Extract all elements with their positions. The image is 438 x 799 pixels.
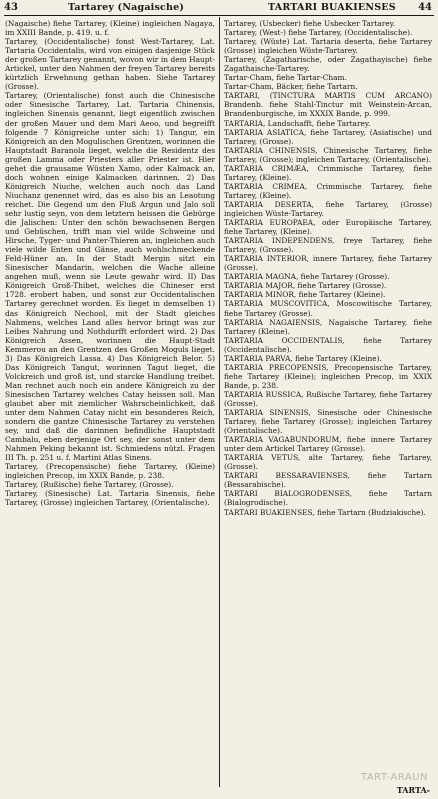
running-head-right: TARTARI BUAKIENSES — [268, 2, 396, 13]
entry-paragraph: TARTARIA, Landschafft, fiehe Tartarey. — [224, 118, 371, 128]
entry-paragraph: TARTARIA MINOR, fiehe Tartarey (Kleine). — [224, 290, 386, 300]
entry-paragraph: TARTARIA MAGNA, fiehe Tartarey (Grosse). — [224, 272, 390, 282]
entry-paragraph: TARTARIA CRIMEA, Crimmische Tartarey, fiehe Tartarey, (Kleine). — [224, 181, 432, 200]
entry-paragraph: TARTARIA ASIATICA, fiehe Tartarey, (Asiatische) und Tartarey, (Grosse). — [224, 127, 432, 146]
entry-paragraph: TARTARIA INTERIOR, innere Tartarey, fiehe Tartarey (Grosse). — [224, 254, 432, 273]
entry-paragraph: TARTARI BUAKIENSES, fiehe Tartarn (Budziakische). — [224, 507, 426, 517]
entry-paragraph: TARTARIA NAGAIENSIS, Nagaische Tartarey, fiehe Tartarey (Kleine). — [224, 317, 432, 336]
entry-paragraph: Tartar-Cham, fiehe Tartar-Cham. — [224, 73, 347, 83]
right-column — [224, 19, 432, 517]
watermark: TART-ARAUN — [361, 772, 428, 783]
entry-paragraph: TARTARIA VETUS, alte Tartarey, fiehe Tartarey, (Grosse). — [224, 453, 432, 472]
entry-paragraph: TARTARIA MAJOR, fiehe Tartarey (Grosse). — [224, 281, 387, 291]
entry-paragraph: Tartarey, (Orientalische) fonst auch die Chinesische oder Sinesische Tartarey, Lat. Tartaria Chinensis, ingleichen Sinensis genannt, liegt eigentlich zwischen der großen Mauer und dem Mari Aeoo, und begreifft folgende 7 Königreiche unter sich: 1) Tangur, ein Königreich an den Mogulischen Grentzen, worinnen die Hauptstadt Baranola lieget, welche die Residentz des großen Lamma oder Priesters aller Priester ist. Hier gehet die grausame Wüsten Xamo, oder Kalmack an, doch wohnen einige Kalmacken darinnen. 2) Das Königreich Niuche, welchen auch noch das Land Niuchanz genennet wird, das es also bis an Leaotung reichet. Die Gegend um den Fluß Argun und Jalo soll sehr lustig seyn, von dem letztern heissen die Gebürge die Jalischen: Unter den schön bewachsenen Bergen und Gebüschen, trifft man viel wilde Schweine und Hirsche, Tyger- und Panter-Thieren an, ingleichen auch viele wilde Enten und Gänse, auch wohlschmeckende Feld-Hüner an. In der Stadt Mergin sitzt ein Sinesischer Mandarin, welchen die Wache alleine angehen muß, wenn sie Leute gewahr wird. II) Das Königreich Groß-Thibet, welches die Chineser erst 1728. erobert haben, und sonst zur Occidentalischen Tartarey gerechnet worden. Es lieget in demselben 1) das Königreich Nechool, mit der Stadt gleiches Nahmens, welches Land alles hervor bringt was zur Leibes Nahrung und Nothdurfft erfordert wird. 2) Das Königreich Assen, worinnen die Haupt-Stadt Kemmerou an den Grentzen des Großen Moguls lieget. 3) Das Königreich Lassa. 4) Das Königreich Belor. 5) Das Königreich Tangut, worinnen Tagut lieget, die Volckreich und groß ist, und starcke Handlung treibet. Man rechnet auch noch ein andere Königreich zu der Sinesischen Tartarey welches Catay heissen soll. Man glaubet aber mit ziemlicher Wahrscheinlichkeit, daß unter dem Nahmen Catay nicht ein besonderes Reich, sondern die gantze Chinesische Tartarey zu verstehen sey, und daß die darinnen befindliche Hauptstadt Cambalu, eben derjenige Ort sey, der sonst unter dem Nahmen Peking bekannt ist. Schmiedens nützl. Fragen III Th. p. 251 u. f. Martini Atlas Sinens. — [5, 91, 215, 463]
entry-paragraph: Tartarey, (Rußische) fiehe Tartarey, (Grosse). — [5, 480, 174, 490]
header-rule — [4, 15, 434, 16]
entry-paragraph: Tartarey, (Usbecker) fiehe Usbecker Tartarey. — [224, 19, 396, 28]
entry-paragraph: TARTARIA CHINENSIS, Chinesische Tartarey, fiehe Tartarey, (Grosse); ingleichen Tartarey, (Orientalische). — [224, 145, 432, 164]
entry-paragraph: TARTARIA INDEPENDENS, freye Tartarey, fiehe Tartarey, (Grosse). — [224, 236, 432, 255]
entry-paragraph: TARTARIA CRIMÆA, Crimmische Tartarey, fiehe Tartarey, (Kleine). — [224, 163, 432, 182]
entry-paragraph: TARTARIA DESERTA, fiehe Tartarey, (Grosse) ingleichen Wüste-Tartarey. — [224, 199, 432, 218]
entry-paragraph: TARTARIA VAGABUNDORUM, fiehe innere Tartarey unter dem Artickel Tartarey (Grosse). — [224, 435, 432, 454]
page-number-right: 44 — [418, 2, 432, 13]
entry-paragraph: TARTARIA PARVA, fiehe Tartarey (Kleine). — [224, 353, 382, 363]
entry-paragraph: Tartarey, (Wüste) Lat. Tartaria deserta, fiehe Tartarey (Grosse) ingleichen Wüste-Tartarey. — [224, 37, 432, 56]
entry-paragraph: Tartarey, (Precopensische) fiehe Tartarey, (Kleine) ingleichen Precop, im XXIX Bande, p. 238. — [5, 462, 215, 481]
entry-paragraph: Tartarey, (Occidentalische) fonst West-Tartarey, Lat. Tartaria Occidentalis, wird von einigen dasjenige Stück der großen Tartarey genannt, wovon wir in dem Haupt-Artickel, unter den Nahmen der freyen Tartarey bereits kürtzlich Erwehnung gethan haben. Siehe Tartarey (Grosse). — [5, 37, 215, 92]
entry-paragraph: TARTARIA SINENSIS, Sinesische oder Chinesische Tartarey, fiehe Tartarey (Grosse); ingleichen Tartarey (Orientalische). — [224, 408, 432, 436]
left-column — [5, 19, 215, 508]
entry-paragraph: Tartar-Cham, Bäcker, fiehe Tartarn. — [224, 82, 358, 92]
running-header — [0, 0, 438, 16]
running-head-left: Tartarey (Nagaische) — [68, 2, 185, 13]
entry-paragraph: Tartarey, (Zagatharische, oder Zagathayische) fiehe Zagathaische-Tartarey. — [224, 55, 432, 74]
catchword: TARTA- — [396, 785, 430, 795]
entry-paragraph: TARTARIA EUROPAEA, oder Europäische Tartarey, fiehe Tartarey, (Kleine). — [224, 218, 432, 237]
entry-paragraph: Tartarey, (West-) fiehe Tartarey, (Occidentalische). — [224, 28, 413, 38]
entry-paragraph: Tartarey, (Sinesische) Lat. Tartaria Sinensis, fiehe Tartarey, (Grosse) ingleichen Tartarey, (Orientalische). — [5, 489, 215, 508]
entry-paragraph: (Nagaische) fiehe Tartarey, (Kleine) ingleichen Nagaya, im XXIII Bande, p. 419. u. f. — [5, 19, 215, 38]
entry-paragraph: TARTARIA MUSCOVITICA, Moscowitische Tartarey, fiehe Tartarey (Grosse). — [224, 299, 432, 318]
entry-paragraph: TARTARIA PRECOPENSIS, Precopensische Tartarey, fiehe Tartarey (Kleine); ingleichen Precop, im XXIX Bande, p. 238. — [224, 362, 432, 390]
entry-paragraph: TARTARIA RUSSICA, Rußische Tartarey, fiehe Tartarey (Grosse). — [224, 389, 432, 408]
entry-paragraph: TARTARI BESSARAVIENSES, fiehe Tartarn (Bessarabische). — [224, 471, 432, 490]
entry-paragraph: TARTARIA OCCIDENTALIS, fiehe Tartarey (Occidentalische). — [224, 335, 432, 354]
column-divider — [219, 17, 220, 787]
entry-paragraph: TARTARI, (TINCTURA MARTIS CUM ARCANO) Brandenb. fiehe Stahl-Tinctur mit Weinstein-Arcan, Brandenburgische, im XXXIX Bande, p. 999. — [224, 91, 432, 119]
page-number-left: 43 — [4, 2, 18, 13]
entry-paragraph: TARTARI BIALOGRODENSES, fiehe Tartarn (Bialogrodische). — [224, 489, 432, 508]
